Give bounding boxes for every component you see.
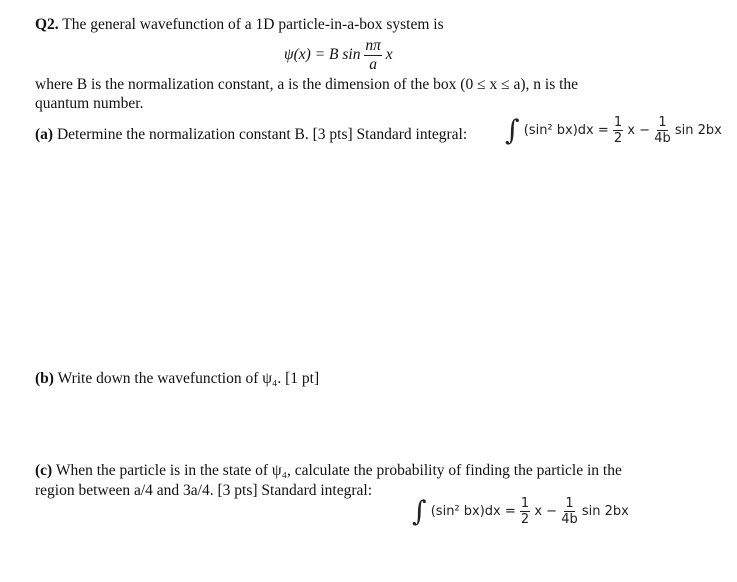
part-b-text: Write down the wavefunction of ψ₄. [1 pt]: [57, 370, 320, 387]
standard-integral-c: [412, 494, 629, 528]
part-b: [35, 370, 319, 388]
fraction-num: 1: [520, 496, 530, 511]
integral-mid: x −: [534, 504, 558, 519]
wavefunction-equation: [284, 38, 393, 72]
part-c-label: (c): [35, 462, 53, 479]
where-line-1: where B is the normalization constant, a is the dimension of the box (0 ≤ x ≤ a), n is the: [35, 76, 579, 93]
integral-fraction-half: [613, 116, 623, 145]
fraction-den: 2: [520, 512, 530, 527]
integral-mid: x −: [627, 123, 651, 138]
integral-sign: ∫: [412, 494, 427, 528]
part-c-line-2: region between a/4 and 3a/4. [3 pts] Standard integral:: [35, 482, 373, 499]
integral-fraction-half: [520, 497, 530, 526]
integral-integrand: (sin² bx)dx =: [430, 504, 516, 519]
where-line-2: quantum number.: [35, 95, 144, 112]
equation-denominator: a: [369, 55, 377, 73]
question-intro-line: [35, 16, 444, 34]
fraction-num: 1: [565, 496, 574, 511]
fraction-num: 1: [658, 115, 667, 130]
integral-fraction-quarter: [654, 116, 671, 145]
fraction-den: 2: [613, 131, 623, 146]
equation-lhs: ψ(x) = B sin: [284, 46, 361, 63]
integral-tail: sin 2bx: [674, 123, 722, 138]
equation-numerator: nπ: [365, 37, 381, 54]
part-a-text: Determine the normalization constant B. [3 pts] Standard integral:: [56, 126, 468, 143]
part-a-label: (a): [35, 126, 54, 143]
question-number: Q2.: [35, 16, 59, 33]
integral-integrand: (sin² bx)dx =: [523, 123, 609, 138]
part-c-line-1: [35, 462, 622, 480]
integral-fraction-quarter: [561, 497, 578, 526]
fraction-den: 4b: [654, 131, 671, 146]
fraction-num: 1: [613, 115, 623, 130]
part-a: [35, 126, 467, 144]
equation-after: x: [385, 46, 393, 63]
part-b-label: (b): [35, 370, 54, 387]
integral-tail: sin 2bx: [581, 504, 629, 519]
integral-sign: ∫: [505, 113, 520, 147]
fraction-den: 4b: [561, 512, 578, 527]
part-c-text: When the particle is in the state of ψ₄, calculate the probability of finding the particle in the: [55, 462, 622, 479]
question-intro-text: The general wavefunction of a 1D particle-in-a-box system is: [62, 16, 444, 33]
equation-fraction: [364, 38, 382, 72]
standard-integral-a: [505, 113, 722, 147]
